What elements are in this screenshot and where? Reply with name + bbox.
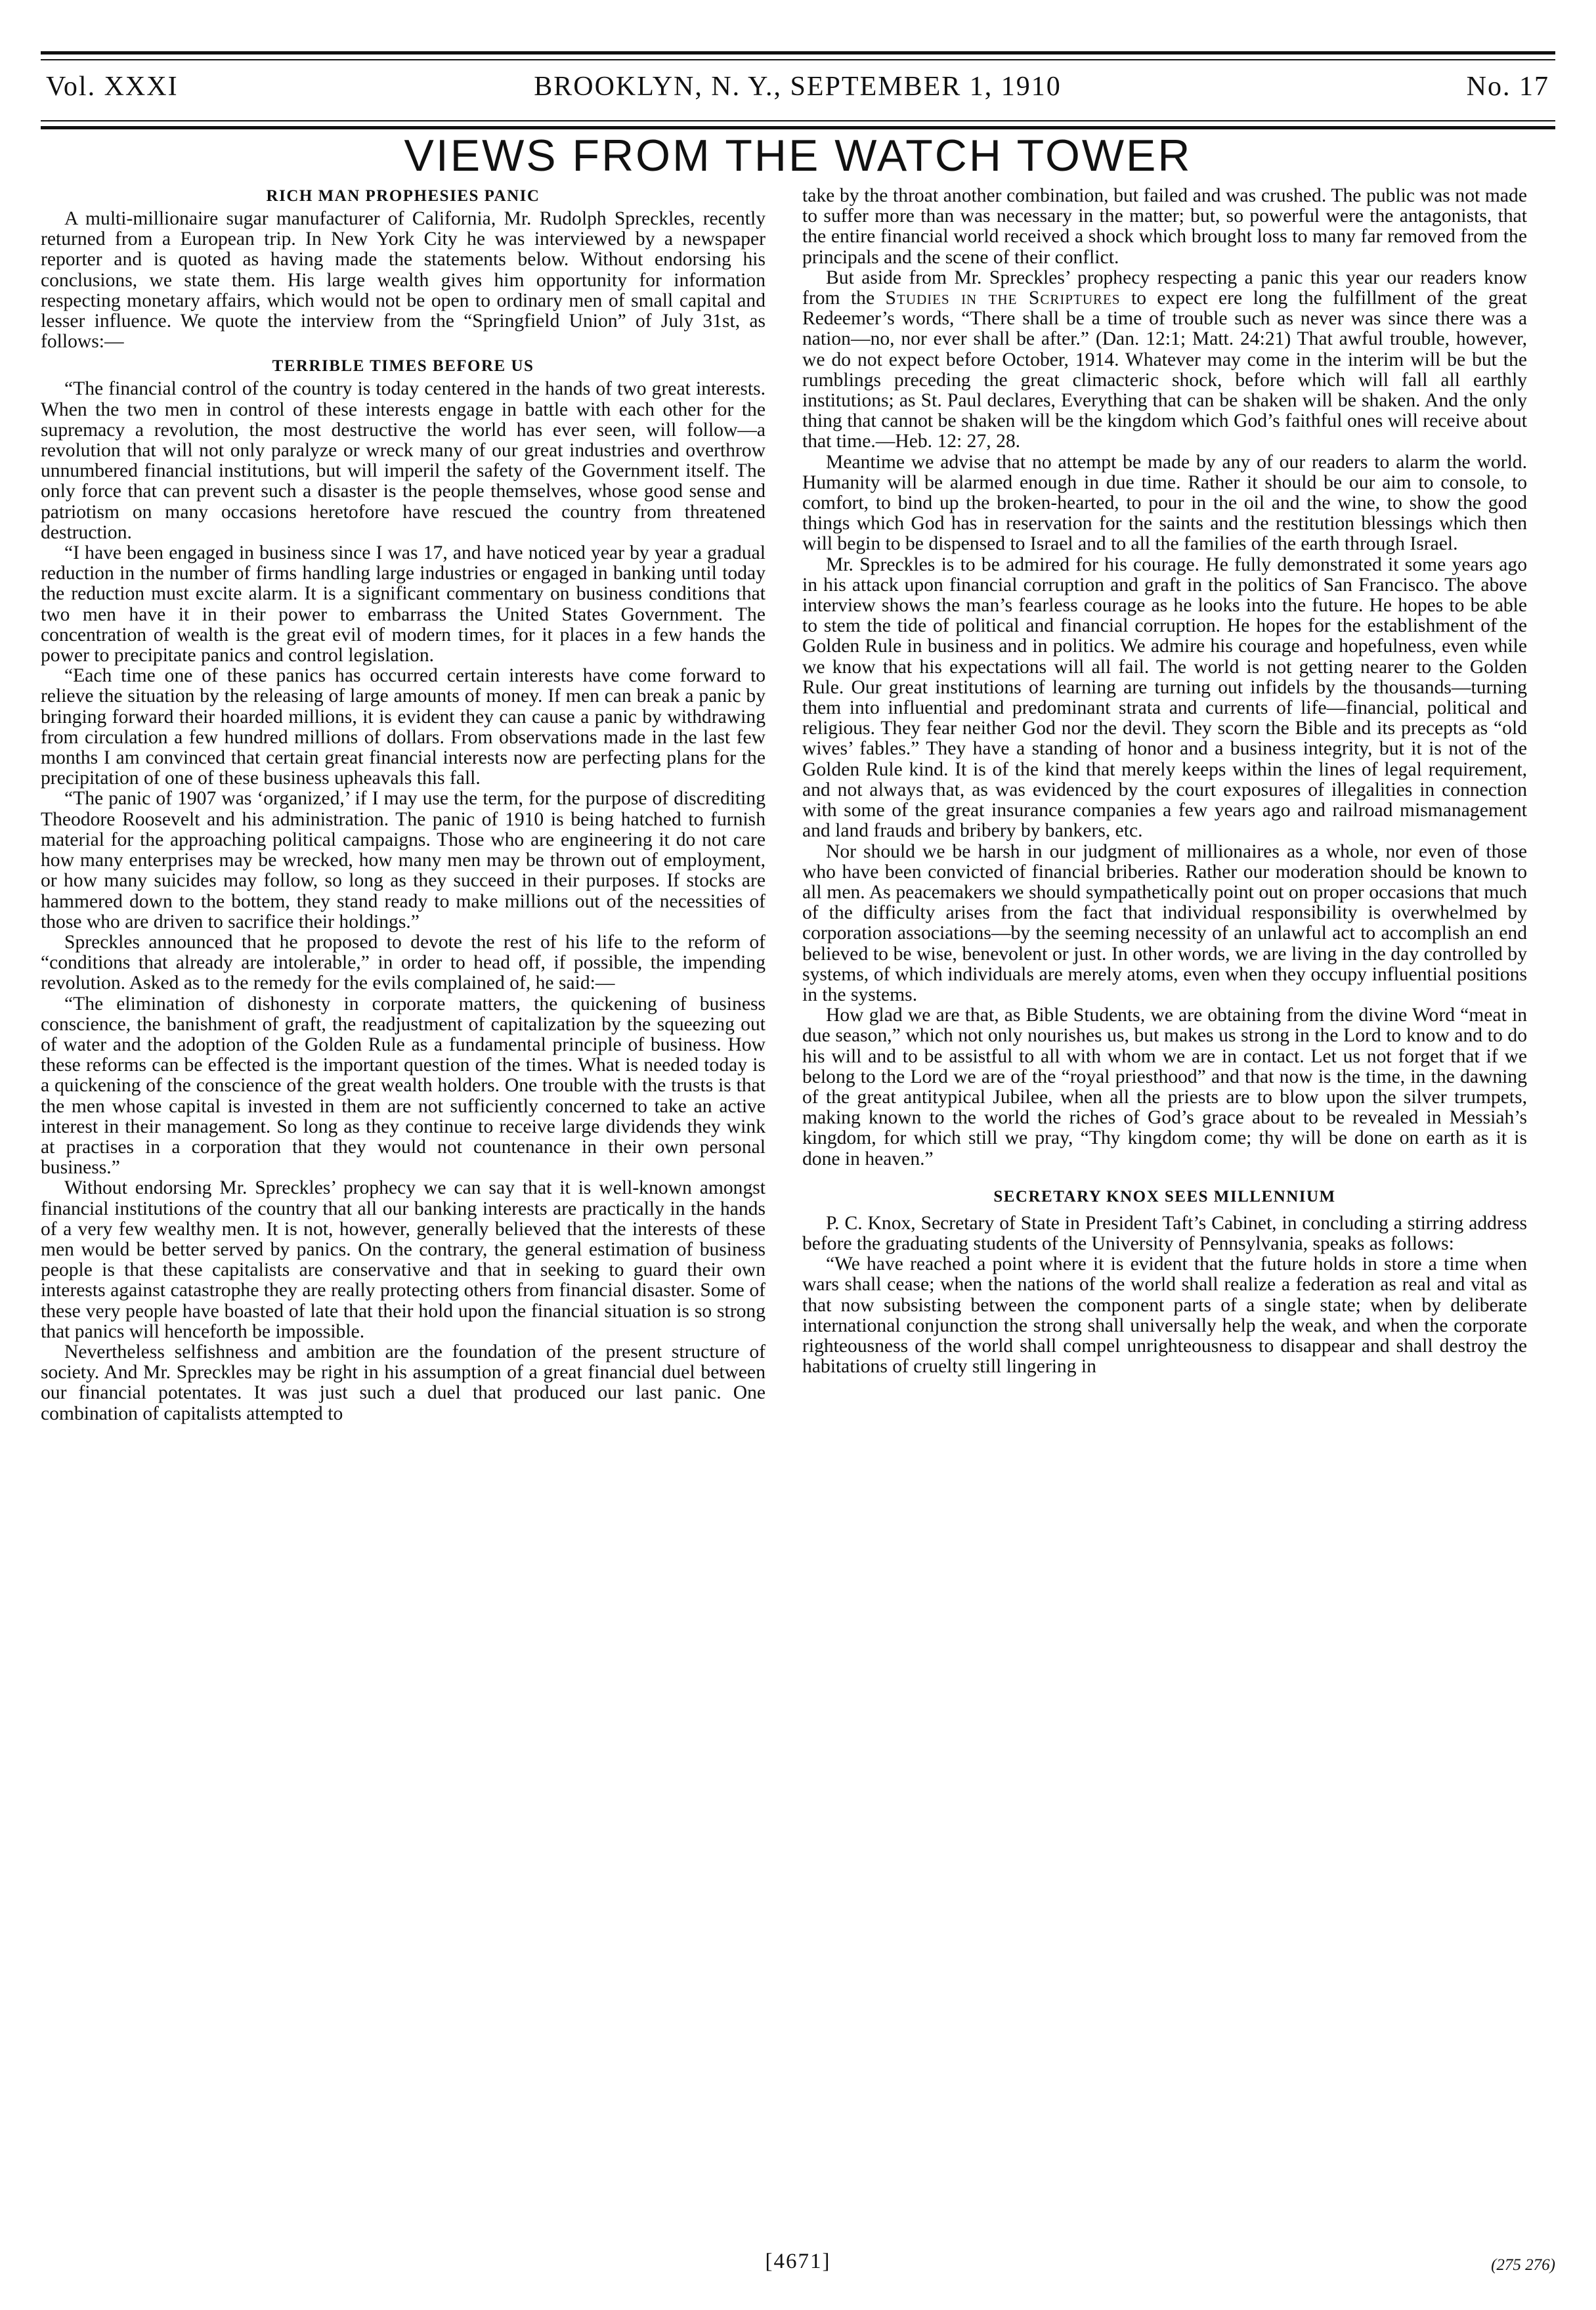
book-title: Studies in the Scriptures	[885, 288, 1121, 309]
paragraph: “The financial control of the country is today centered in the hands of two great interests. When the two men in control of these interests engage in battle with each other for the supremacy a revolution, the most destructive the world has ever seen, will follow—a revolution that will not only paralyze or wreck many of our great industries and overthrow unnumbered financial institutions, but will imperil the safety of the Government itself. The only force that can prevent such a disaster is the people themselves, whose good sense and patriotism on many occasions heretofore have rescued the country from threatened destruction.	[41, 378, 766, 543]
paragraph: How glad we are that, as Bible Students, we are obtaining from the divine Word “meat in due season,” which not only nourishes us, but makes us strong in the Lord to know and to do his will and to be assistful to all with whom we are in contact. Let us not forget that if we belong to the Lord we are of the “royal priesthood” and that now is the time, in the dawning of the great antitypical Jubilee, when all the priests are to blow upon the silver trumpets, making known to the world the riches of God’s grace about to be revealed in Messiah’s kingdom, for which still we pray, “Thy kingdom come; thy will be done on earth as it is done in heaven.”	[802, 1005, 1527, 1169]
paragraph: “The elimination of dishonesty in corporate matters, the quickening of business conscience, the banishment of graft, the readjustment of capitalization by the squeezing out of water and the adoption of the Golden Rule as a fundamental principle of business. How these reforms can be effected is the important question of the times. What is needed today is a quickening of the conscience of the great wealth holders. One trouble with the trusts is that the men whose capital is invested in them are not sufficiently concerned to take an active interest in their management. So long as they continue to receive large dividends they wink at practises in a corporation that they would not countenance in their own personal business.”	[41, 993, 766, 1179]
paragraph	[802, 268, 1527, 452]
place-date-label: BROOKLYN, N. Y., SEPTEMBER 1, 1910	[534, 72, 1062, 102]
paragraph: Mr. Spreckles is to be admired for his courage. He fully demonstrated it some years ago in his attack upon financial corruption and graft in the politics of San Francisco. The above interview shows the man’s fearless courage as he looks into the future. He hopes to be able to stem the tide of political and financial corruption. He hopes for the establishment of the Golden Rule in business and in politics. We admire his courage and hopefulness, even while we know that his expectations will all fail. The world is not getting nearer to the Golden Rule. Our great institutions of learning are turning out infidels by the thousands—turning them into influential and predominant strata and currents of life—financial, political and religious. They fear neither God nor the devil. They scorn the Bible and its precepts as “old wives’ fables.” They have a standing of honor and a business integrity, but it is not of the Golden Rule kind. It is of the kind that merely keeps within the lines of legal requirement, and not always that, as was evidenced by the court exposures of illegalities in connection with some of the great insurance companies a few years ago and railroad mismanagement and land frauds and bribery by bankers, etc.	[802, 554, 1527, 842]
paragraph: Spreckles announced that he proposed to devote the rest of his life to the reform of “conditions that already are intolerable,” in order to head off, if possible, the impending revolution. Asked as to the remedy for the evils complained of, he said:—	[41, 931, 766, 994]
paragraph: Meantime we advise that no attempt be made by any of our readers to alarm the world. Humanity will be alarmed enough in due time. Rather it should be our aim to console, to comfort, to bind up the broken-hearted, to pour in the oil and the wine, to show the good things which God has in reservation for the saints and the restitution blessings which then will begin to be dispensed to Israel and to all the families of the earth through Israel.	[802, 451, 1527, 555]
paragraph: Without endorsing Mr. Spreckles’ prophecy we can say that it is well-known amongst financial institutions of the country that all our banking interests are practically in the hands of a very few wealthy men. It is not, however, generally believed that the interests of these men would be better served by panics. On the contrary, the general estimation of business people is that these capitalists are conservative and that in seeking to guard their own interests against catastrophe they are really protecting others from financial disaster. Some of these very people have boasted of late that their hold upon the financial situation is so strong that panics will henceforth be impossible.	[41, 1177, 766, 1342]
paragraph: A multi-millionaire sugar manufacturer of California, Mr. Rudolph Spreckles, recently returned from a European trip. In New York City he was interviewed by a newspaper reporter and is quoted as having made the statements below. Without endorsing his conclusions, we state them. His large wealth gives him opportunity for information respecting monetary affairs, which would not be open to ordinary men of small capital and lesser influence. We quote the interview from the “Springfield Union” of July 31st, as follows:—	[41, 208, 766, 353]
top-rule-thick	[41, 51, 1555, 54]
section-heading: SECRETARY KNOX SEES MILLENNIUM	[993, 1187, 1336, 1206]
paragraph-text: But aside from Mr. Spreckles’ prophecy respecting a panic this year our readers know from the	[802, 267, 1527, 309]
paragraph-text: to expect ere long the fulfillment of the great Redeemer’s words, “There shall be a time of trouble such as never was since there was a nation—no, nor ever shall be after.” (Dan. 12:1; Matt. 24:21) That awful trouble, however, we do not expect before October, 1914. Whatever may come in the interim will be but the rumblings preceding the great climacteric shock, before which will fall all earthly institutions; as St. Paul declares, Everything that can be shaken will be shaken. And the only thing that cannot be shaken will be the kingdom which God’s faithful ones will receive about that time.—Heb. 12: 27, 28.	[802, 288, 1527, 452]
volume-label: Vol. XXXI	[46, 72, 179, 102]
masthead-rule-thin	[41, 120, 1555, 121]
paragraph-continued: take by the throat another combination, but failed and was crushed. The public was not made to suffer more than was necessary in the matter; but, so powerful were the antagonists, that the entire financial world received a shock which brought loss to many far removed from the principals and the scene of their conflict.	[802, 185, 1527, 268]
masthead	[46, 71, 1549, 116]
paragraph: “We have reached a point where it is evident that the future holds in store a time when wars shall cease; when the nations of the world shall realize a federation as real and vital as that now subsisting between the component parts of a single state; when by deliberate international conjunction the strong shall universally help the weak, and when the corporate righteousness of the world shall compel unrighteousness to disappear and shall destroy the habitations of cruelty still lingering in	[802, 1253, 1527, 1378]
issue-number-label: No. 17	[1466, 72, 1549, 102]
section-heading: TERRIBLE TIMES BEFORE US	[272, 357, 534, 376]
page-folio: [4671]	[765, 2250, 831, 2273]
paragraph: “The panic of 1907 was ‘organized,’ if I may use the term, for the purpose of discrediting Theodore Roosevelt and his administration. The panic of 1910 is being hatched to furnish material for the approaching political campaigns. Those who are engineering it do not care how many enterprises may be wrecked, how many men may be thrown out of employment, or how many suicides may follow, so long as they succeed in their purposes. If stocks are hammered down to the bottem, they stand ready to make millions out of the necessities of those who are driven to sacrifice their holdings.”	[41, 788, 766, 932]
paragraph: “Each time one of these panics has occurred certain interests have come forward to relieve the situation by the releasing of large amounts of money. If men can break a panic by bringing forward their hoarded millions, it is evident they can cause a panic by withdrawing from circulation a few hundred millions of dollars. From observations made in the last few months I am convinced that certain great financial interests now are perfecting plans for the precipitation of one of these business upheavals this fall.	[41, 665, 766, 789]
page-title: VIEWS FROM THE WATCH TOWER	[404, 131, 1192, 181]
page-range: (275 276)	[1491, 2256, 1555, 2274]
top-rule-thin	[41, 59, 1555, 60]
right-column	[802, 186, 1527, 1377]
paragraph: Nor should we be harsh in our judgment of millionaires as a whole, nor even of those who have been convicted of financial briberies. Rather our moderation should be known to all men. As peacemakers we should sympathetically point out on proper occasions that much of the difficulty arises from the fact that individual responsibility is overwhelmed by corporation associations—by the seeming necessity of an unlawful act to accomplish an end believed to be wise, benevolent or just. In other words, we are living in the day controlled by systems, of which individuals are merely atoms, even when they occupy influential positions in the systems.	[802, 840, 1527, 1005]
paragraph: “I have been engaged in business since I was 17, and have noticed year by year a gradual reduction in the number of firms handling large industries or engaged in banking until today the reduction must excite alarm. It is a significant commentary on business conditions that two men have it in their power to embarrass the United States Government. The concentration of wealth is the great evil of modern times, for it places in a few hands the power to precipitate panics and control legislation.	[41, 542, 766, 666]
masthead-rule-thick	[41, 126, 1555, 129]
paragraph: Nevertheless selfishness and ambition are the foundation of the present structure of society. And Mr. Spreckles may be right in his assumption of a great financial duel between our financial potentates. It was just such a duel that produced our last panic. One combination of capitalists attempted to	[41, 1341, 766, 1424]
section-heading: RICH MAN PROPHESIES PANIC	[266, 187, 540, 205]
left-column	[41, 186, 766, 1424]
paragraph: P. C. Knox, Secretary of State in President Taft’s Cabinet, in concluding a stirring address before the graduating students of the University of Pennsylvania, speaks as follows:	[802, 1212, 1527, 1254]
